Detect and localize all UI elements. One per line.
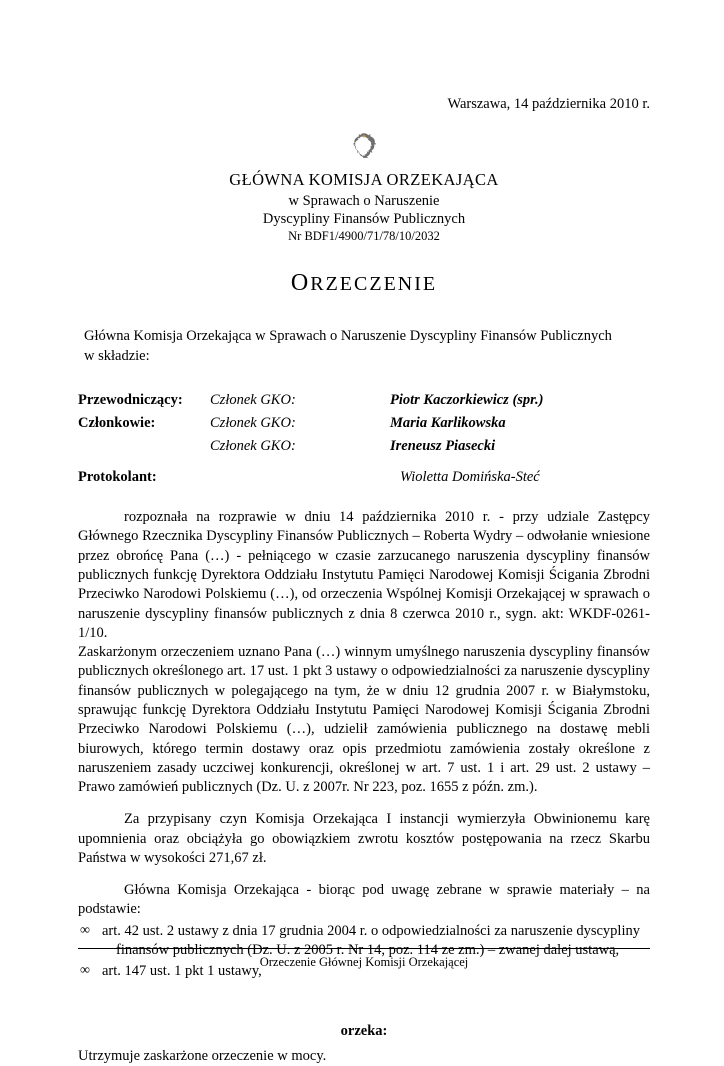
organization-header [78, 170, 650, 244]
body-paragraph-4: Główna Komisja Orzekająca - biorąc pod uwagę zebrane w sprawie materiały – na podstawie: [78, 882, 650, 918]
intro-block [84, 327, 650, 366]
legal-basis-line-1: art. 42 ust. 2 ustawy z dnia 17 grudnia 2004 r. o odpowiedzialności za naruszenie dyscypliny [102, 922, 640, 939]
ruling-label: orzeka: [340, 1022, 388, 1039]
date-line: Warszawa, 14 października 2010 r. [447, 96, 650, 112]
panel-composition [78, 392, 650, 486]
panel-row [78, 438, 650, 455]
panel-row [78, 392, 650, 409]
legal-basis-line-1: art. 147 ust. 1 pkt 1 ustawy, [102, 963, 262, 980]
organization-subtitle-2: Dyscypliny Finansów Publicznych [262, 211, 466, 227]
panel-member-label: Członek GKO: [210, 415, 296, 432]
panel-member-label: Członek GKO: [210, 438, 296, 455]
infinity-bullet-icon: ∞ [80, 922, 90, 938]
emblem-container [78, 131, 650, 168]
body-paragraph-2: Zaskarżonym orzeczeniem uznano Pana (…) winnym umyślnego naruszenia dyscypliny finansów publicznych określonego art. 17 ust. 1 pkt 3 ustawy o odpowiedzialności za naruszenie dyscypliny finansów publicznych w polegającego na tym, że w dniu 12 grudnia 2007 r. w Białymstoku, sprawując funkcję Dyrektora Oddziału Instytutu Pamięci Narodowej Komisji Ścigania Zbrodni Przeciwko Narodowi Polskiemu (…), udzielił zamówienia publicznego na dostawę mebli biurowych, którego termin dostawy oraz opis przedmiotu zamówienia zostały określone z naruszeniem zasady uczciwej konkurencji, określonej w art. 7 ust. 1 i art. 29 ust. 2 ustawy – Prawo zamówień publicznych (Dz. U. z 2007r. Nr 223, poz. 1655 z późn. zm.). [78, 644, 650, 796]
panel-row-recorder [78, 469, 650, 486]
body-paragraph-1: rozpoznała na rozprawie w dniu 14 października 2010 r. - przy udziale Zastępcy Głównego Rzecznika Dyscypliny Finansów Publicznych – Roberta Wydry – odwołanie wniesione przez obrońcę Pana (…) - pełniącego w czasie zarzucanego naruszenia dyscypliny finansów publicznych funkcję Dyrektora Oddziału Instytutu Pamięci Narodowej Komisji Ścigania Zbrodni Przeciwko Narodowi Polskiemu (…), od orzeczenia Wspólnej Komisji Orzekającej w sprawach o naruszenie dyscypliny finansów publicznych z dnia 8 czerwca 2010 r., sygn. akt: WKDF-0261-1/10. [78, 509, 650, 641]
panel-member-name: Maria Karlikowska [390, 415, 506, 432]
legal-basis-line-2: finansów publicznych (Dz. U. z 2005 r. Nr 14, poz. 114 ze zm.) – zwanej dalej ustawą, [116, 942, 620, 959]
document-title-rest: RZECZENIE [310, 273, 438, 295]
document-body [78, 508, 650, 1066]
document-title-first-letter: O [290, 270, 311, 296]
panel-role: Przewodniczący: [78, 392, 183, 409]
document-content [78, 96, 650, 1066]
document-title [78, 270, 650, 297]
panel-member-name: Piotr Kaczorkiewicz (spr.) [390, 392, 544, 409]
organization-title: GŁÓWNA KOMISJA ORZEKAJĄCA [229, 170, 499, 189]
panel-member-name: Ireneusz Piasecki [390, 438, 496, 455]
case-reference-number: Nr BDF1/4900/71/78/10/2032 [288, 229, 440, 243]
panel-member-label: Członek GKO: [210, 392, 296, 409]
body-paragraph-3: Za przypisany czyn Komisja Orzekająca I instancji wymierzyła Obwinionemu karę upomnienia oraz obciążyła go obowiązkiem zwrotu kosztów postępowania na rzecz Skarbu Państwa w wysokości 271,67 zł. [78, 811, 650, 866]
intro-line-1: Główna Komisja Orzekająca w Sprawach o Naruszenie Dyscypliny Finansów Publicznych [84, 328, 612, 344]
intro-line-2: w składzie: [84, 347, 150, 364]
recorder-name: Wioletta Domińska-Steć [400, 469, 540, 486]
page-footer [78, 948, 650, 970]
recorder-role: Protokolant: [78, 469, 157, 486]
panel-role: Członkowie: [78, 415, 156, 432]
polish-eagle-emblem-icon [349, 131, 379, 163]
organization-subtitle-1: w Sprawach o Naruszenie [288, 193, 440, 209]
ruling-text: Utrzymuje zaskarżone orzeczenie w mocy. [78, 1047, 327, 1064]
footer-text: Orzeczenie Głównej Komisji Orzekającej [259, 955, 469, 969]
panel-row [78, 415, 650, 432]
footer-divider [78, 948, 650, 949]
infinity-bullet-icon: ∞ [80, 963, 90, 979]
